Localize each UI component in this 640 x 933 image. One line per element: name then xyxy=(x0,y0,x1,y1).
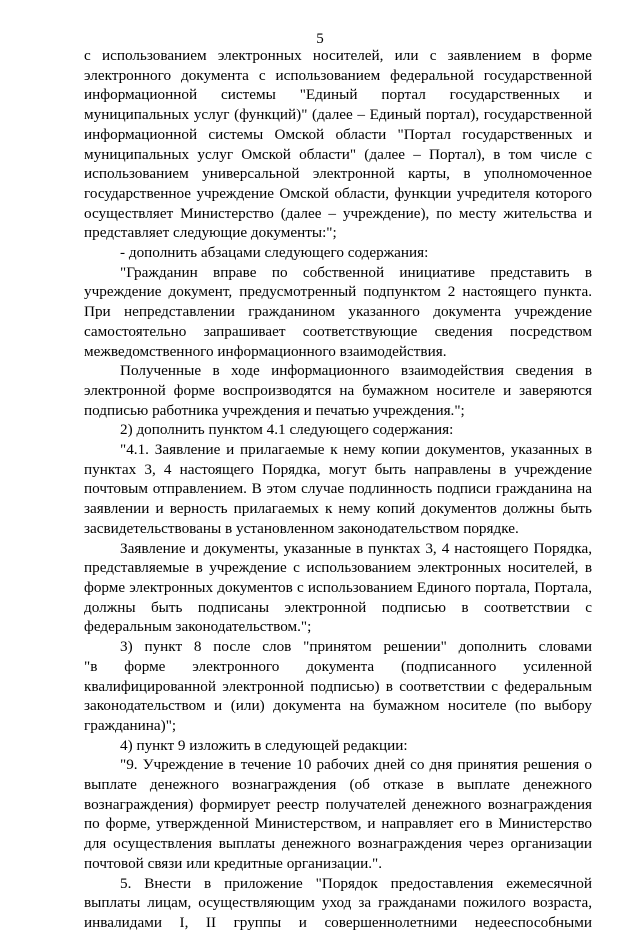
paragraph xyxy=(84,637,592,736)
text-line: электронной форме воспроизводятся на бумажном носителе и заверяются xyxy=(84,381,592,399)
text-line: использованием универсальной электронной карты, в уполномоченное xyxy=(84,165,592,183)
text-line: вознаграждения) формирует реестр получателей денежного вознаграждения xyxy=(84,795,592,813)
paragraph xyxy=(84,420,592,440)
text-line: электронного документа с использованием федеральной государственной xyxy=(84,66,592,84)
text-line: муниципальных услуг (функций)" (далее – Единый портал), государственной xyxy=(84,106,592,124)
paragraph xyxy=(84,46,592,243)
text-line: межведомственного информационного взаимодействия. xyxy=(84,342,447,360)
text-line: заявлении и верность прилагаемых к нему копий документов должны быть xyxy=(84,500,592,518)
text-line: "в форме электронного документа (подписанного усиленной xyxy=(84,657,592,675)
text-line: государственное учреждение Омской области, функции учредителя которого xyxy=(84,184,592,202)
paragraph xyxy=(84,243,592,263)
page-number: 5 xyxy=(316,31,324,47)
text-line: квалифицированной электронной подписью) в соответствии с федеральным xyxy=(84,677,592,695)
text-line: Полученные в ходе информационного взаимодействия сведения в xyxy=(120,362,592,380)
text-line: муниципальных услуг Омской области" (далее – Портал), в том числе с xyxy=(84,145,592,163)
paragraph xyxy=(84,440,592,539)
paragraph xyxy=(84,874,592,933)
text-line: 2) дополнить пунктом 4.1 следующего содержания: xyxy=(120,421,454,439)
text-line: почтовой связи или кредитные организации.". xyxy=(84,854,383,872)
text-line: 5. Внести в приложение "Порядок предоставления ежемесячной xyxy=(120,874,592,892)
text-line: федеральным законодательством."; xyxy=(84,618,312,636)
text-line: осуществляет Министерство (далее – учреждение), по месту жительства и xyxy=(84,204,592,222)
paragraph xyxy=(84,263,592,362)
text-line: При непредставлении гражданином указанного документа учреждение xyxy=(84,303,592,321)
text-line: "4.1. Заявление и прилагаемые к нему копии документов, указанных в xyxy=(120,441,592,459)
text-line: 4) пункт 9 изложить в следующей редакции: xyxy=(120,736,408,754)
text-line: с использованием электронных носителей, или с заявлением в форме xyxy=(84,47,592,64)
text-line: 3) пункт 8 после слов "принятом решении" дополнить словами xyxy=(120,638,592,656)
paragraph xyxy=(84,736,592,756)
text-line: информационной системы Омской области "Портал государственных и xyxy=(84,125,592,143)
document-body xyxy=(84,46,592,933)
text-line: выплате денежного вознаграждения (об отказе в выплате денежного xyxy=(84,776,592,794)
text-line: выплаты лицам, осуществляющим уход за гражданами пожилого возраста, xyxy=(84,894,592,912)
text-line: законодательством и (или) документа на бумажном носителе (по выбору xyxy=(84,697,592,715)
text-line: по форме, утвержденной Министерством, и направляет его в Министерство xyxy=(84,815,592,833)
text-line: "9. Учреждение в течение 10 рабочих дней со дня принятия решения о xyxy=(120,756,592,774)
text-line: - дополнить абзацами следующего содержания: xyxy=(120,244,429,262)
text-line: "Гражданин вправе по собственной инициативе представить в xyxy=(120,263,592,281)
text-line: засвидетельствованы в установленном законодательством порядке. xyxy=(84,519,519,537)
text-line: учреждение документ, предусмотренный подпунктом 2 настоящего пункта. xyxy=(84,283,592,301)
text-line: самостоятельно запрашивает соответствующие сведения посредством xyxy=(84,322,592,340)
text-line: почтовым отправлением. В этом случае подлинность подписи гражданина на xyxy=(84,480,592,498)
text-line: для осуществления выплаты денежного вознаграждения через организации xyxy=(84,835,592,853)
paragraph xyxy=(84,755,592,873)
paragraph xyxy=(84,539,592,638)
text-line: форме электронных документов с использованием Единого портала, Портала, xyxy=(84,578,592,596)
text-line: подписью работника учреждения и печатью учреждения."; xyxy=(84,401,465,419)
paragraph xyxy=(84,361,592,420)
text-line: должны быть подписаны электронной подписью в соответствии с xyxy=(84,598,592,616)
text-line: Заявление и документы, указанные в пунктах 3, 4 настоящего Порядка, xyxy=(120,539,592,557)
text-line: представляемые в учреждение с использованием электронных носителей, в xyxy=(84,559,592,577)
text-line: гражданина)"; xyxy=(84,716,177,734)
text-line: пунктах 3, 4 настоящего Порядка, могут быть направлены в учреждение xyxy=(84,460,592,478)
text-line: инвалидами I, II группы и совершеннолетними недееспособными xyxy=(84,913,592,931)
text-line: информационной системы "Единый портал государственных и xyxy=(84,86,592,104)
text-line: представляет следующие документы:"; xyxy=(84,224,337,242)
